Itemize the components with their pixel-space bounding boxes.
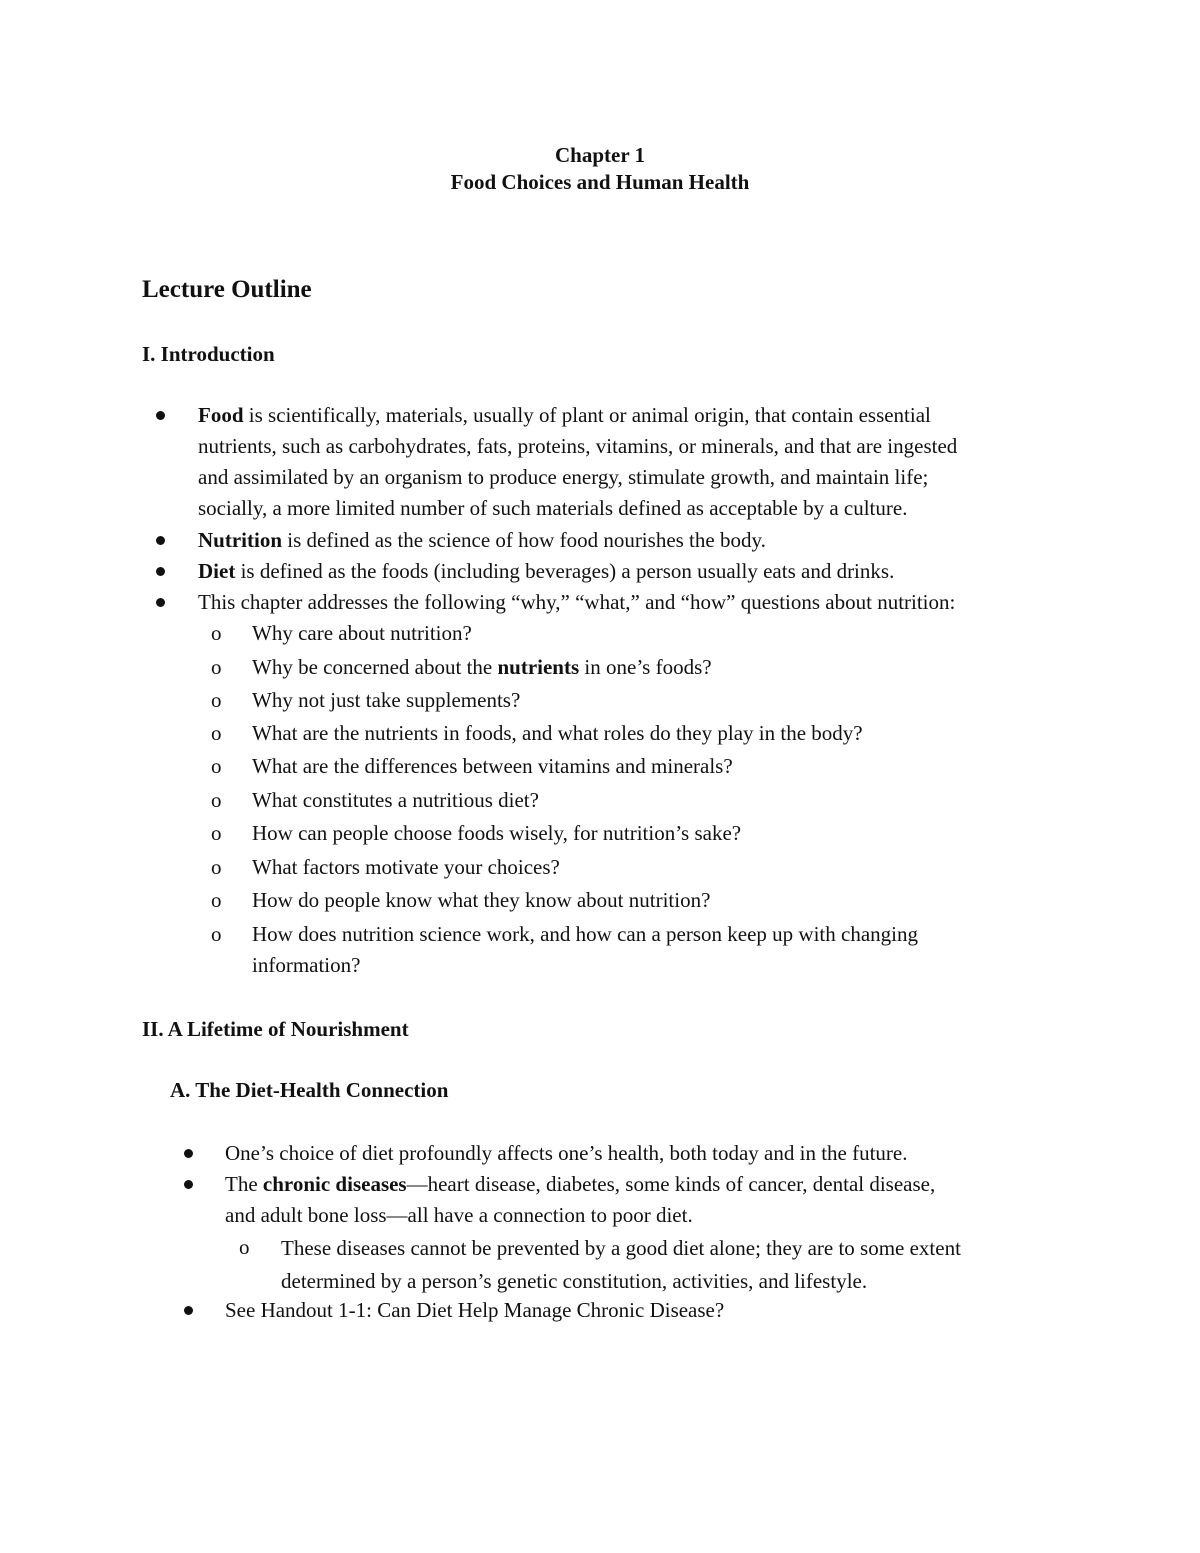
list-item-chronic-diseases: The chronic diseases—heart disease, diabetes, some kinds of cancer, dental disease, and adult bone loss—all have a connection to poor diet.	[225, 1172, 936, 1227]
sub-bullet-marker: o	[211, 821, 222, 845]
bullet-icon	[156, 411, 165, 420]
question-item: Why not just take supplements?	[252, 688, 521, 712]
sub-bullet-marker: o	[239, 1235, 250, 1259]
sub-bullet-marker: o	[211, 655, 222, 679]
bullet-icon	[156, 567, 165, 576]
chapter-number: Chapter 1	[554, 143, 646, 167]
list-item-chapter-questions: This chapter addresses the following “why,” “what,” and “how” questions about nutrition:	[198, 590, 956, 614]
list-item-handout-reference: See Handout 1-1: Can Diet Help Manage Chronic Disease?	[225, 1298, 725, 1322]
question-item: How do people know what they know about nutrition?	[252, 888, 711, 912]
bullet-icon	[184, 1180, 193, 1189]
chapter-title: Food Choices and Human Health	[450, 170, 750, 194]
question-item: Why be concerned about the nutrients in one’s foods?	[252, 655, 712, 679]
term-nutrients: nutrients	[497, 655, 580, 679]
bullet-icon	[184, 1149, 193, 1158]
sub-bullet-marker: o	[211, 621, 222, 645]
term-nutrition: Nutrition	[198, 528, 282, 552]
question-item: What constitutes a nutritious diet?	[252, 788, 539, 812]
sub-bullet-marker: o	[211, 688, 222, 712]
sub-bullet-marker: o	[211, 721, 222, 745]
term-food: Food	[198, 403, 244, 427]
term-diet: Diet	[198, 559, 236, 583]
bullet-icon	[156, 598, 165, 607]
list-item-food-definition: Food is scientifically, materials, usually of plant or animal origin, that contain essential nutrients, such as carbohydrates, fats, proteins, vitamins, or minerals, and that are ingested and assimilated by an organism to produce energy, stimulate growth, and maintain life; socially, a more limited number of such materials defined as acceptable by a culture.	[198, 403, 958, 520]
sub-bullet-marker: o	[211, 922, 222, 946]
sub-bullet-marker: o	[211, 754, 222, 778]
sub-bullet-marker: o	[211, 888, 222, 912]
sub-bullet-marker: o	[211, 855, 222, 879]
term-chronic-diseases: chronic diseases	[262, 1172, 407, 1196]
subsection-heading-diet-health: A. The Diet-Health Connection	[170, 1078, 449, 1102]
chapter-title-block	[0, 142, 1200, 196]
section-heading-introduction: I. Introduction	[142, 342, 275, 366]
question-item: How does nutrition science work, and how can a person keep up with changing information?	[252, 922, 918, 977]
sub-bullet-marker: o	[211, 788, 222, 812]
question-item: What factors motivate your choices?	[252, 855, 560, 879]
question-item: What are the differences between vitamins and minerals?	[252, 754, 733, 778]
bullet-icon	[184, 1306, 193, 1315]
section-heading-lifetime-of-nourishment: II. A Lifetime of Nourishment	[142, 1017, 409, 1041]
list-item-nutrition-definition: Nutrition is defined as the science of how food nourishes the body.	[198, 528, 766, 552]
question-item: Why care about nutrition?	[252, 621, 472, 645]
list-item-diet-affects-health: One’s choice of diet profoundly affects one’s health, both today and in the future.	[225, 1141, 908, 1165]
list-item-chronic-diseases-note: These diseases cannot be prevented by a good diet alone; they are to some extent determined by a person’s genetic constitution, activities, and lifestyle.	[281, 1236, 961, 1293]
lecture-outline-heading: Lecture Outline	[142, 276, 312, 303]
list-item-diet-definition: Diet is defined as the foods (including beverages) a person usually eats and drinks.	[198, 559, 895, 583]
question-item: What are the nutrients in foods, and what roles do they play in the body?	[252, 721, 863, 745]
bullet-icon	[156, 536, 165, 545]
question-item: How can people choose foods wisely, for nutrition’s sake?	[252, 821, 742, 845]
